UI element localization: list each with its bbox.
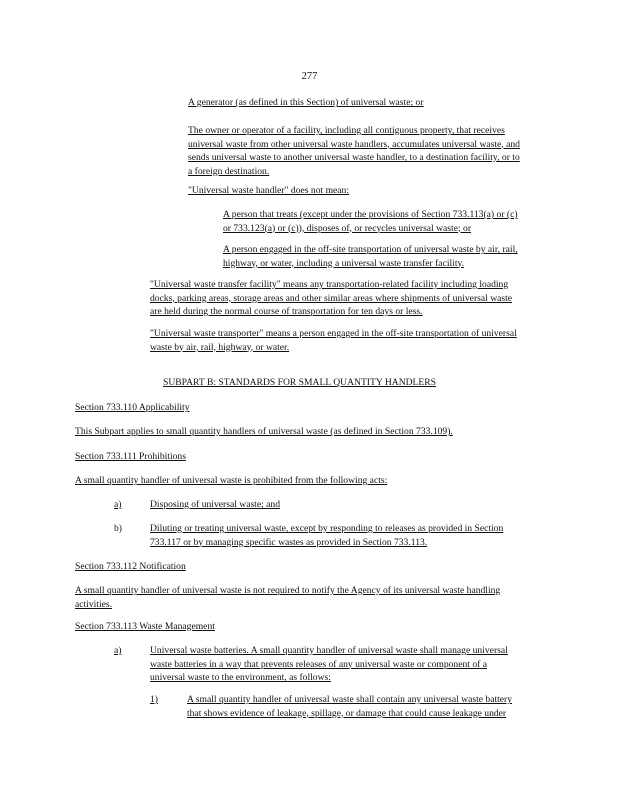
def-item-owner-line-2: universal waste from other universal waste handlers, accumulates universal waste, and	[188, 138, 520, 150]
waste-mgmt-a-label: a)	[114, 645, 122, 656]
section-733-110-heading: Section 733.110 Applicability	[75, 402, 190, 413]
definition-transporter-line-1: "Universal waste transporter" means a person engaged in the off-site transportation of universal	[150, 328, 517, 339]
def-item-generator: A generator (as defined in this Section) of universal waste; or	[188, 97, 424, 108]
definition-transfer-facility-line-1: "Universal waste transfer facility" means any transportation-related facility including loading	[150, 279, 509, 290]
waste-mgmt-a-line-1: Universal waste batteries. A small quantity handler of universal waste shall manage universal	[150, 645, 508, 656]
definition-transporter-line-2: waste by air, rail, highway, or water.	[150, 341, 290, 353]
section-733-112-line-1: A small quantity handler of universal waste is not required to notify the Agency of its universal waste handling	[75, 585, 501, 596]
section-733-113-heading: Section 733.113 Waste Management	[75, 621, 215, 632]
not-item-treats-line-1: A person that treats (except under the provisions of Section 733.113(a) or (c)	[223, 209, 518, 220]
waste-mgmt-a1-label: 1)	[150, 694, 158, 705]
waste-mgmt-a-line-3: universal waste to the environment, as follows:	[150, 672, 331, 683]
prohibition-b-line-2: 733.117 or by managing specific wastes as provided in Section 733.113.	[150, 536, 428, 548]
def-item-owner-line-1: The owner or operator of a facility, including all contiguous property, that receives	[188, 125, 505, 136]
prohibition-a-label: a)	[114, 499, 122, 510]
not-item-treats-line-2: or 733.123(a) or (c)), disposes of, or recycles universal waste; or	[223, 222, 472, 234]
section-733-111-heading: Section 733.111 Prohibitions	[75, 451, 186, 462]
section-733-112-line-2: activities.	[75, 598, 113, 610]
section-733-112-heading: Section 733.112 Notification	[75, 561, 186, 572]
def-item-owner-line-4: a foreign destination.	[188, 165, 270, 177]
waste-mgmt-a-line-2: waste batteries in a way that prevents releases of any universal waste or component of a	[150, 658, 487, 670]
section-733-110-body: This Subpart applies to small quantity handlers of universal waste (as defined in Section 733.109).	[75, 426, 453, 437]
waste-mgmt-a1-line-2: that shows evidence of leakage, spillage, or damage that could cause leakage under	[187, 707, 507, 719]
subpart-heading: SUBPART B: STANDARDS FOR SMALL QUANTITY HANDLERS	[163, 377, 437, 388]
waste-mgmt-a1-line-1: A small quantity handler of universal waste shall contain any universal waste battery	[187, 694, 513, 705]
not-item-offsite-line-2: highway, or water, including a universal waste transfer facility.	[223, 257, 465, 269]
def-item-does-not-mean: "Universal waste handler" does not mean:	[188, 185, 350, 196]
section-733-111-intro: A small quantity handler of universal waste is prohibited from the following acts:	[75, 475, 388, 486]
page-number: 277	[301, 71, 318, 82]
prohibition-b-line-1: Diluting or treating universal waste, except by responding to releases as provided in Section	[150, 523, 504, 534]
not-item-offsite-line-1: A person engaged in the off-site transportation of universal waste by air, rail,	[223, 244, 518, 255]
prohibition-a-text: Disposing of universal waste; and	[150, 499, 281, 510]
def-item-owner-line-3: sends universal waste to another universal waste handler, to a destination facility, or to	[188, 152, 520, 163]
prohibition-b-label: b)	[114, 523, 122, 534]
definition-transfer-facility-line-3: are held during the normal course of transportation for ten days or less.	[150, 306, 423, 317]
definition-transfer-facility-line-2: docks, parking areas, storage areas and other similar areas where shipments of universal waste	[150, 292, 513, 304]
